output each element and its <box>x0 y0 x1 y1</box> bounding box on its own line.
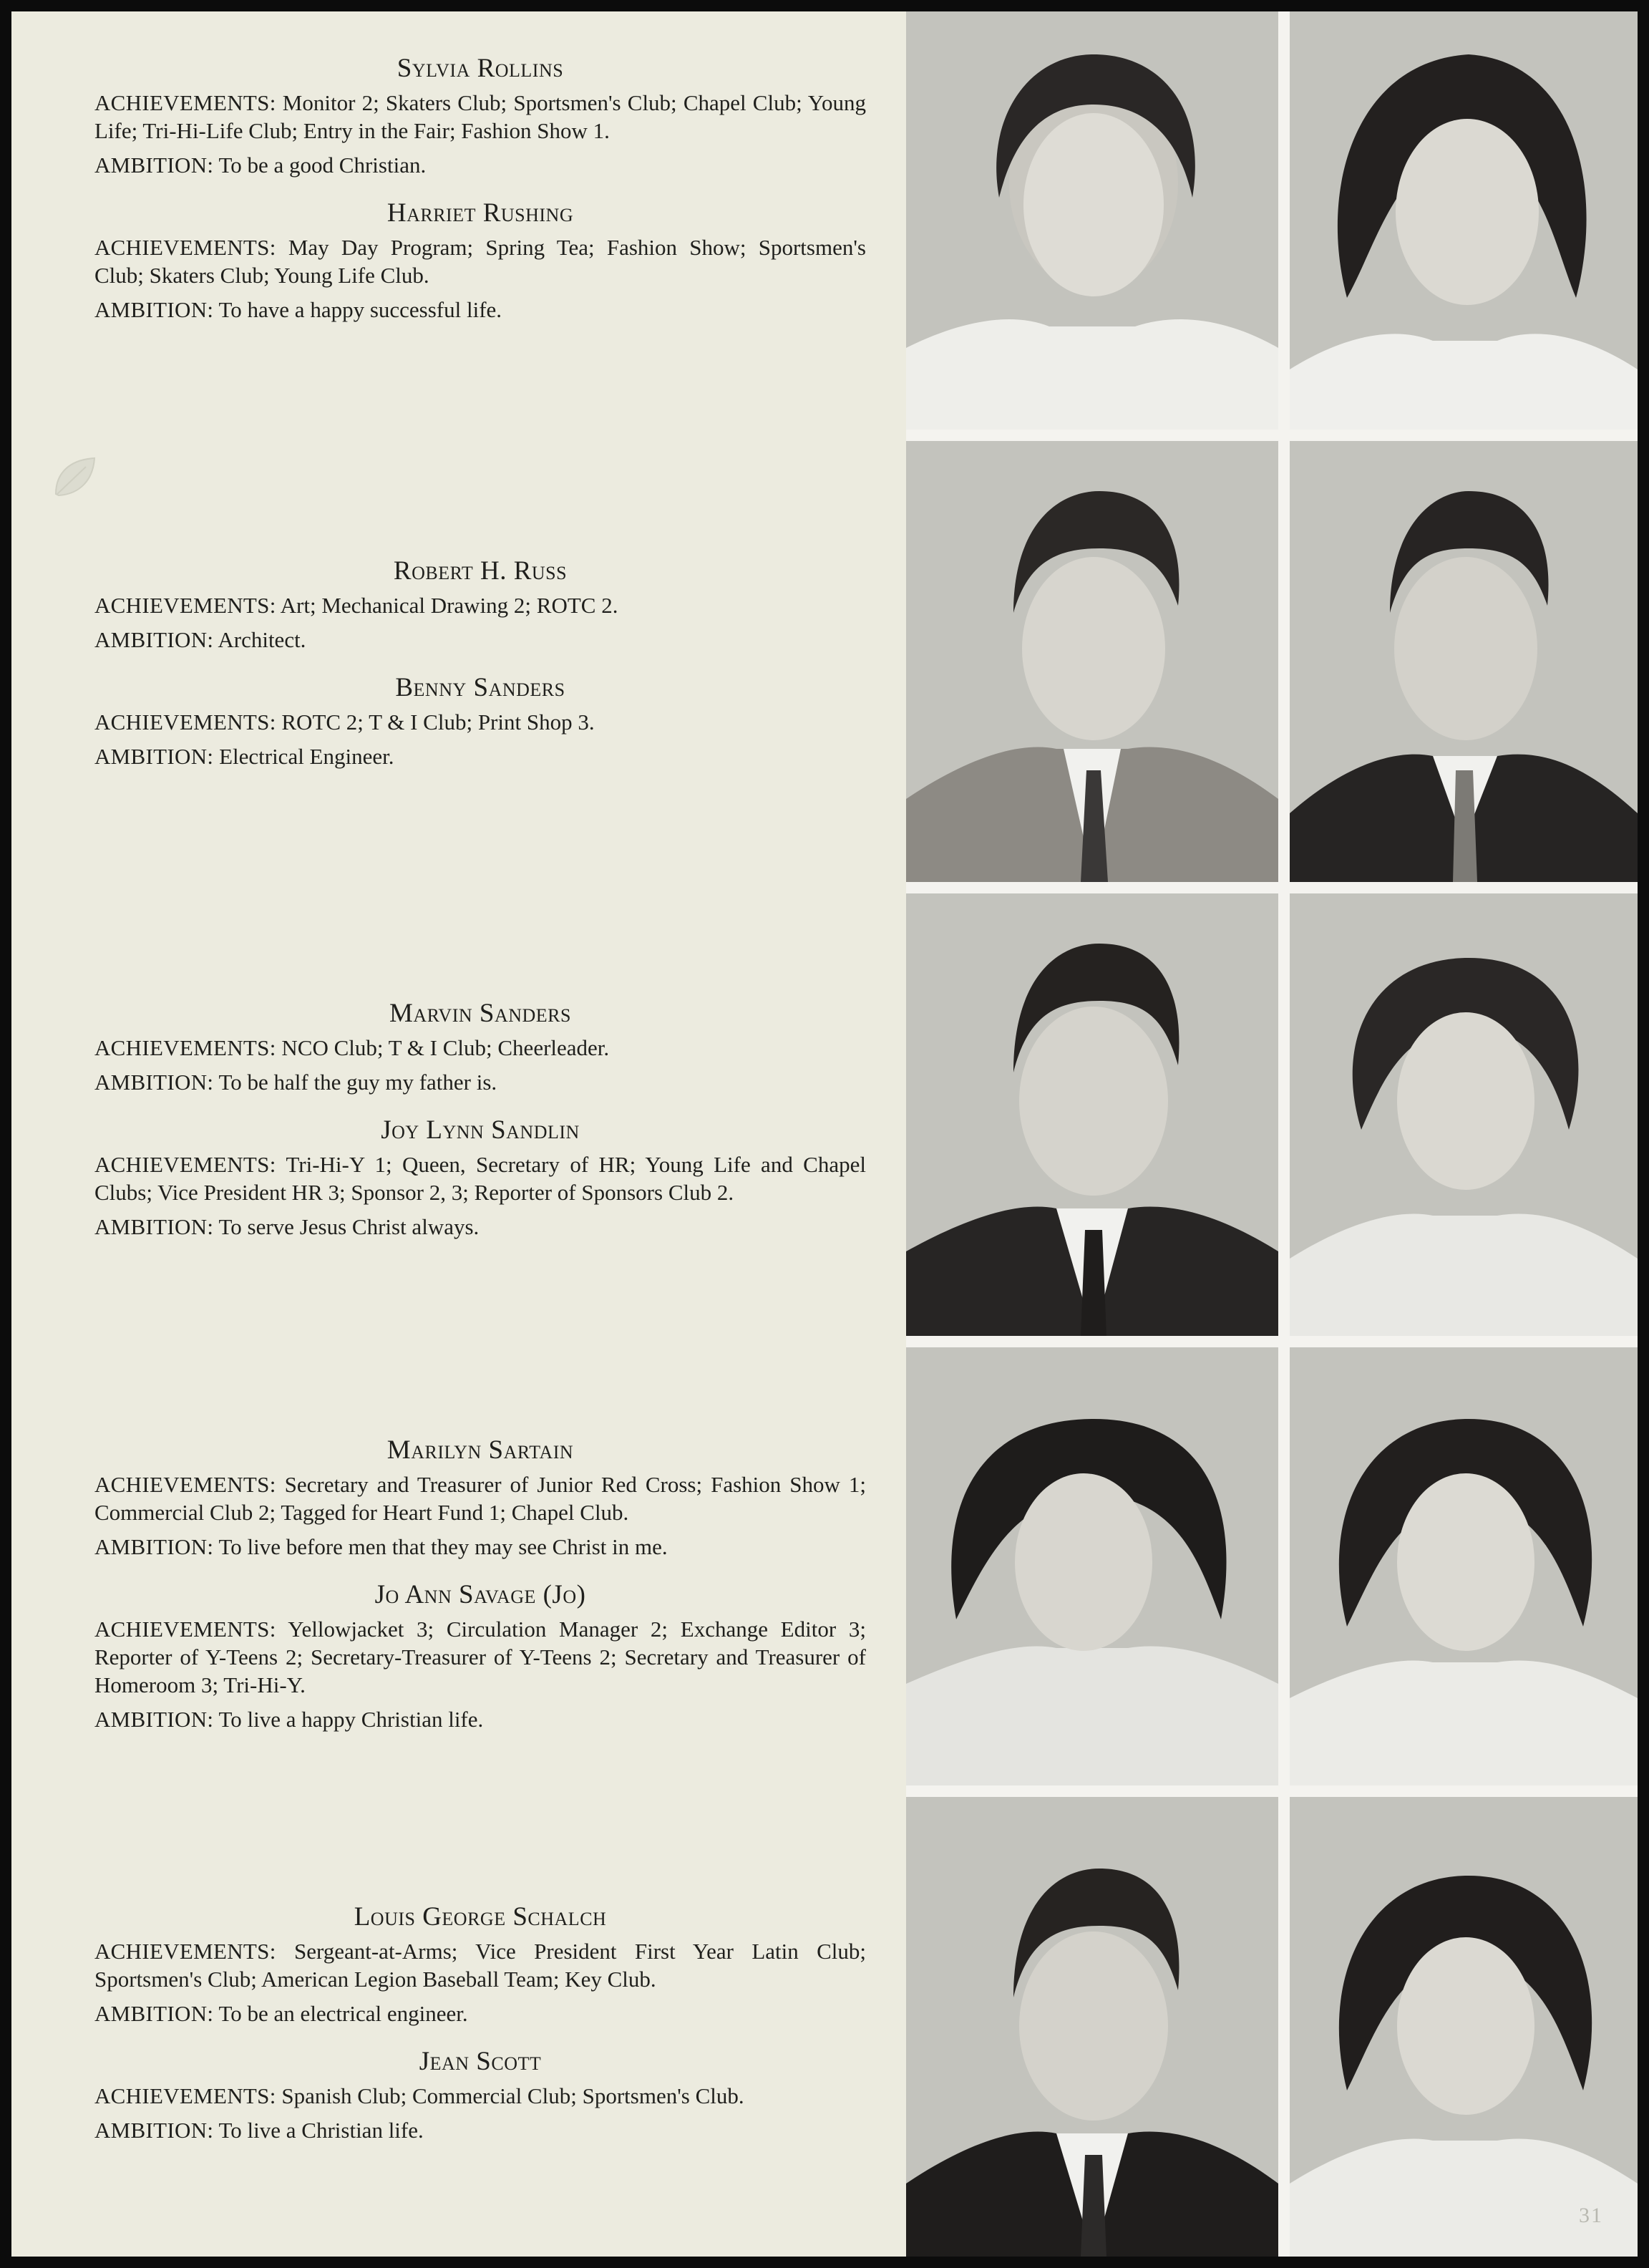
entry-group-1 <box>94 53 866 324</box>
achievements <box>94 1470 866 1526</box>
ambition <box>94 1533 866 1561</box>
ambition-text: To be a good Christian. <box>218 152 427 178</box>
page-number: 31 <box>1579 2204 1603 2227</box>
achievements-label: ACHIEVEMENTS: <box>94 1472 276 1497</box>
achievements-label: ACHIEVEMENTS: <box>94 709 276 735</box>
ambition-text: To serve Jesus Christ always. <box>218 1214 480 1239</box>
ambition-label: AMBITION: <box>94 152 214 178</box>
ambition-label: AMBITION: <box>94 297 214 322</box>
ambition <box>94 626 866 654</box>
ambition-label: AMBITION: <box>94 1707 214 1732</box>
entry-group-5 <box>94 1901 866 2144</box>
achievements-text: May Day Program; Spring Tea; Fashion Show; Sportsmen's Club; Skaters Club; Young Life Club. <box>94 235 866 288</box>
ambition-label: AMBITION: <box>94 1534 214 1559</box>
ambition-label: AMBITION: <box>94 1214 214 1239</box>
leaf-ornament-icon <box>49 451 102 504</box>
ambition <box>94 742 866 770</box>
student-name: Harriet Rushing <box>386 198 574 228</box>
achievements <box>94 233 866 289</box>
portrait-photo <box>906 893 1278 1336</box>
ambition-text: To be half the guy my father is. <box>218 1070 497 1095</box>
achievements-text: Secretary and Treasurer of Junior Red Cross; Fashion Show 1; Commercial Club 2; Tagged for Heart Fund 1; Chapel Club. <box>94 1472 867 1525</box>
student-name: Louis George Schalch <box>354 1902 607 1932</box>
achievements-text: Sergeant-at-Arms; Vice President First Year Latin Club; Sportsmen's Club; American Legion Baseball Team; Key Club. <box>94 1939 866 1992</box>
achievements-label: ACHIEVEMENTS: <box>94 2083 276 2108</box>
student-name: Benny Sanders <box>395 673 565 702</box>
student-name: Joy Lynn Sandlin <box>381 1115 580 1145</box>
ambition-label: AMBITION: <box>94 2118 214 2143</box>
student-name: Marvin Sanders <box>389 999 571 1028</box>
achievements-label: ACHIEVEMENTS: <box>94 1035 276 1060</box>
achievements-label: ACHIEVEMENTS: <box>94 1939 276 1964</box>
achievements <box>94 1615 866 1699</box>
ambition-text: To live a Christian life. <box>218 2118 424 2143</box>
achievements <box>94 708 866 736</box>
portrait-photo <box>1290 1347 1638 1785</box>
student-name: Robert H. Russ <box>393 556 568 586</box>
achievements-text: Monitor 2; Skaters Club; Sportsmen's Club; Chapel Club; Young Life; Tri-Hi-Life Club; Entry in the Fair; Fashion Show 1. <box>94 90 866 143</box>
ambition-text: Architect. <box>218 627 306 652</box>
achievements-text: NCO Club; T & I Club; Cheerleader. <box>281 1035 610 1060</box>
portrait-photo <box>1290 11 1638 430</box>
achievements-label: ACHIEVEMENTS: <box>94 1617 276 1642</box>
ambition-label: AMBITION: <box>94 1070 214 1095</box>
ambition-text: Electrical Engineer. <box>219 744 394 769</box>
student-name: Jean Scott <box>419 2047 542 2076</box>
achievements-text: ROTC 2; T & I Club; Print Shop 3. <box>281 709 595 735</box>
achievements-text: Tri-Hi-Y 1; Queen, Secretary of HR; Young Life and Chapel Clubs; Vice President HR 3; Sponsor 2, 3; Reporter of Sponsors Club 2. <box>94 1152 866 1205</box>
ambition-text: To be an electrical engineer. <box>218 2001 468 2026</box>
ambition <box>94 1213 866 1241</box>
student-name: Jo Ann Savage (Jo) <box>374 1580 586 1609</box>
ambition-text: To live a happy Christian life. <box>218 1707 484 1732</box>
entry-group-2 <box>94 556 866 770</box>
ambition <box>94 296 866 324</box>
portrait-photo <box>906 1347 1278 1785</box>
portrait-photo <box>906 1797 1278 2257</box>
entry-group-4 <box>94 1435 866 1733</box>
ambition <box>94 2000 866 2027</box>
portrait-photo <box>906 11 1278 430</box>
ambition-label: AMBITION: <box>94 744 214 769</box>
achievements-text: Yellowjacket 3; Circulation Manager 2; Exchange Editor 3; Reporter of Y-Teens 2; Secretary-Treasurer of Y-Teens 2; Secretary and Treasurer of Homeroom 3; Tri-Hi-Y. <box>94 1617 866 1697</box>
achievements <box>94 591 866 619</box>
entry-group-3 <box>94 998 866 1241</box>
achievements-text: Spanish Club; Commercial Club; Sportsmen's Club. <box>281 2083 744 2108</box>
ambition <box>94 2116 866 2144</box>
ambition-label: AMBITION: <box>94 2001 214 2026</box>
achievements-label: ACHIEVEMENTS: <box>94 90 276 115</box>
ambition <box>94 151 866 179</box>
ambition <box>94 1068 866 1096</box>
ambition-text: To live before men that they may see Christ in me. <box>218 1534 668 1559</box>
portrait-photo <box>1290 1797 1638 2257</box>
achievements <box>94 1937 866 1993</box>
achievements-label: ACHIEVEMENTS: <box>94 235 276 260</box>
portrait-photo <box>906 441 1278 882</box>
yearbook-page <box>11 11 1638 2257</box>
ambition <box>94 1705 866 1733</box>
achievements-text: Art; Mechanical Drawing 2; ROTC 2. <box>280 593 618 618</box>
student-name: Sylvia Rollins <box>397 54 564 83</box>
achievements <box>94 1034 866 1062</box>
student-name: Marilyn Sartain <box>386 1435 574 1465</box>
achievements <box>94 2082 866 2110</box>
portrait-photo <box>1290 893 1638 1336</box>
achievements-label: ACHIEVEMENTS: <box>94 1152 276 1177</box>
portrait-photo <box>1290 441 1638 882</box>
text-column <box>11 11 906 2257</box>
photo-column <box>906 11 1638 2257</box>
achievements <box>94 1150 866 1206</box>
achievements-label: ACHIEVEMENTS: <box>94 593 276 618</box>
ambition-label: AMBITION: <box>94 627 214 652</box>
ambition-text: To have a happy successful life. <box>218 297 502 322</box>
achievements <box>94 89 866 145</box>
